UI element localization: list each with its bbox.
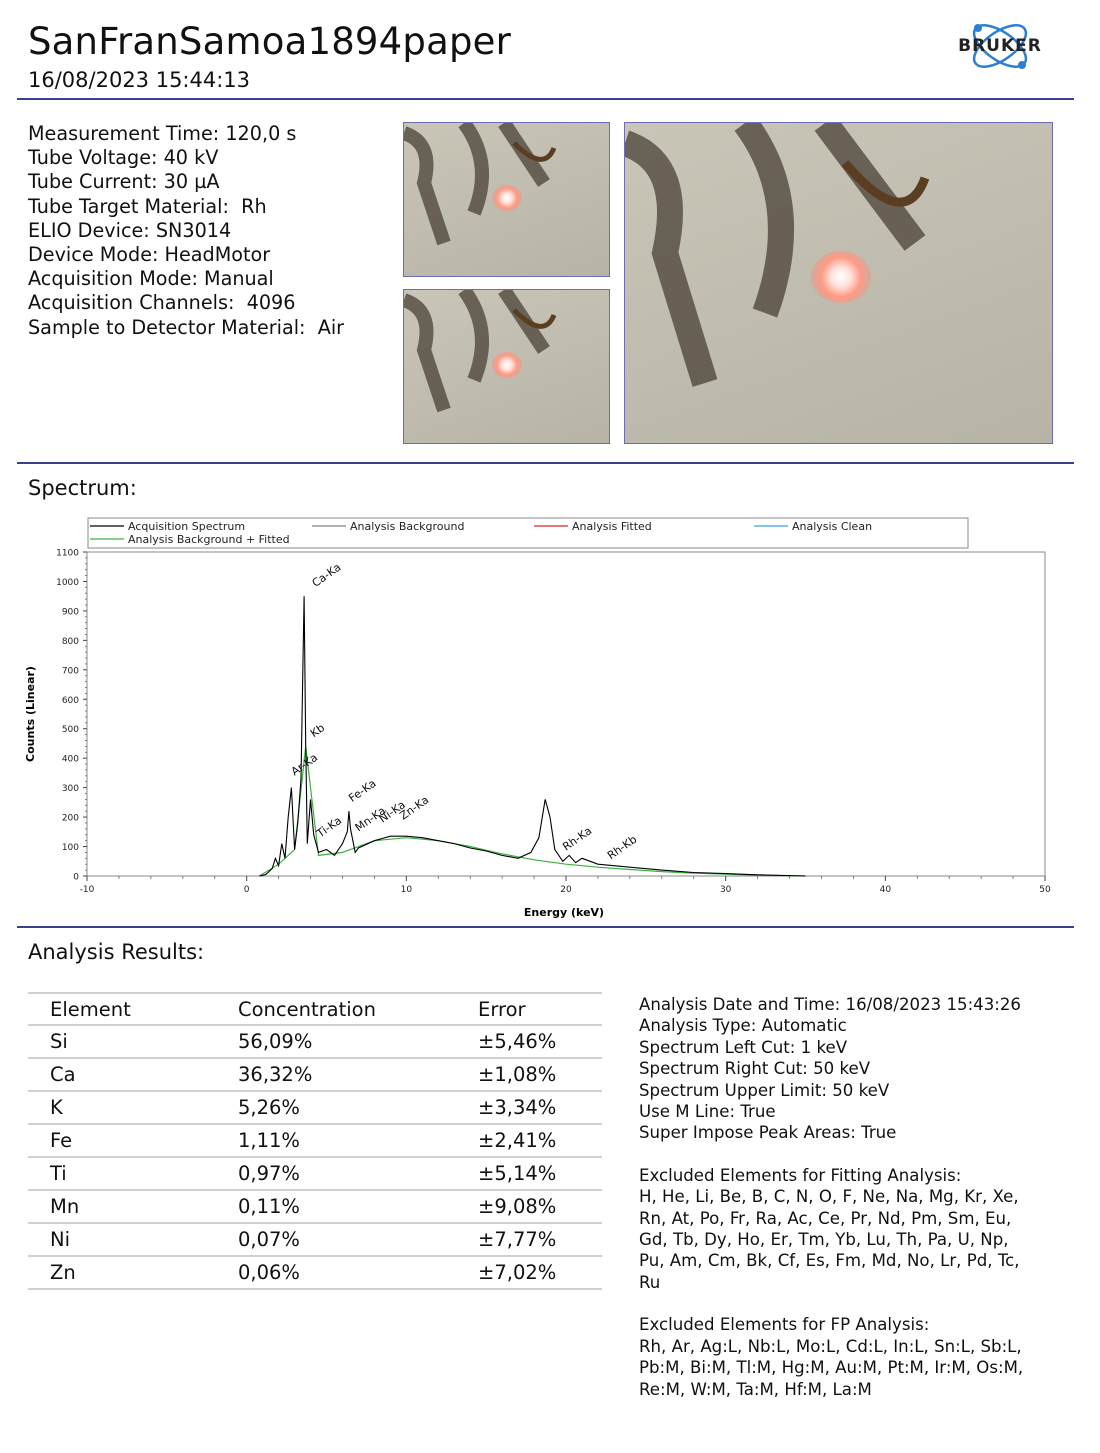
plot-area bbox=[87, 552, 1045, 876]
y-tick-label: 900 bbox=[61, 607, 79, 618]
super-impose-peak-areas: Super Impose Peak Areas: True bbox=[639, 1123, 897, 1143]
spectrum-left-cut: Spectrum Left Cut: 1 keV bbox=[639, 1037, 848, 1057]
spectrum-upper-limit: Spectrum Upper Limit: 50 keV bbox=[639, 1080, 890, 1100]
header-element: Element bbox=[28, 993, 238, 1025]
cell-concentration: 0,07% bbox=[238, 1223, 478, 1256]
cell-error: ±5,46% bbox=[478, 1025, 602, 1058]
peak-label: Ar-Ka bbox=[288, 750, 321, 779]
report-title: SanFranSamoa1894paper bbox=[28, 20, 512, 63]
spectrum-heading: Spectrum: bbox=[28, 476, 137, 500]
tube-voltage: Tube Voltage: 40 kV bbox=[28, 146, 219, 170]
cell-concentration: 56,09% bbox=[238, 1025, 478, 1058]
report-datetime: 16/08/2023 15:44:13 bbox=[28, 68, 251, 92]
measurement-info bbox=[28, 122, 344, 340]
cell-error: ±3,34% bbox=[478, 1091, 602, 1124]
results-table bbox=[28, 992, 602, 1290]
acquisition-channels: Acquisition Channels: 4096 bbox=[28, 291, 296, 315]
cell-error: ±7,02% bbox=[478, 1256, 602, 1289]
x-axis-label: Energy (keV) bbox=[523, 906, 605, 919]
tube-target-material: Tube Target Material: Rh bbox=[28, 194, 267, 218]
y-tick-label: 600 bbox=[61, 695, 79, 706]
cell-concentration: 0,06% bbox=[238, 1256, 478, 1289]
x-tick-label: 30 bbox=[719, 885, 732, 895]
table-header-row bbox=[28, 993, 602, 1025]
peak-label: Fe-Ka bbox=[346, 776, 379, 805]
use-m-line: Use M Line: True bbox=[639, 1102, 776, 1122]
x-tick-label: 20 bbox=[560, 885, 572, 895]
cell-concentration: 5,26% bbox=[238, 1091, 478, 1124]
excluded-fp-line: Re:M, W:M, Ta:M, Hf:M, La:M bbox=[639, 1379, 872, 1399]
cell-error: ±1,08% bbox=[478, 1058, 602, 1091]
measurement-time: Measurement Time: 120,0 s bbox=[28, 122, 297, 145]
spectrum-right-cut: Spectrum Right Cut: 50 keV bbox=[639, 1059, 871, 1079]
cell-error: ±5,14% bbox=[478, 1157, 602, 1190]
excluded-fitting-line: Ru bbox=[639, 1272, 661, 1292]
excluded-fitting-line: H, He, Li, Be, B, C, N, O, F, Ne, Na, Mg, Kr, Xe, bbox=[639, 1187, 1019, 1207]
y-tick-label: 200 bbox=[61, 813, 79, 824]
sample-detector-material: Sample to Detector Material: Air bbox=[28, 315, 345, 339]
table-row bbox=[28, 1025, 602, 1058]
sample-photo-1 bbox=[403, 122, 610, 277]
y-tick-label: 0 bbox=[73, 872, 79, 883]
legend-label: Analysis Background + Fitted bbox=[128, 533, 290, 546]
table-row bbox=[28, 1157, 602, 1190]
cell-element: Ti bbox=[28, 1157, 238, 1190]
table-row bbox=[28, 1256, 602, 1289]
y-tick-label: 300 bbox=[61, 784, 79, 795]
bruker-logo bbox=[934, 10, 1066, 80]
x-tick-label: 50 bbox=[1039, 885, 1051, 895]
cell-element: Fe bbox=[28, 1124, 238, 1157]
cell-element: Ca bbox=[28, 1058, 238, 1091]
table-row bbox=[28, 1124, 602, 1157]
excluded-fp-line: Pb:M, Bi:M, Tl:M, Hg:M, Au:M, Pt:M, Ir:M, Os:M, bbox=[639, 1358, 1024, 1378]
x-tick-label: 40 bbox=[879, 885, 892, 895]
peak-label: Ni-Ka bbox=[376, 798, 408, 826]
laser-spot bbox=[492, 352, 522, 378]
header-divider bbox=[17, 98, 1074, 100]
x-tick-label: -10 bbox=[79, 885, 95, 895]
x-axis bbox=[80, 876, 1051, 895]
x-tick-label: 10 bbox=[400, 885, 413, 895]
results-heading: Analysis Results: bbox=[28, 940, 205, 964]
bruker-logo-text: BRUKER bbox=[958, 36, 1042, 56]
cell-element: Zn bbox=[28, 1256, 238, 1289]
header-error: Error bbox=[478, 993, 602, 1025]
cell-element: K bbox=[28, 1091, 238, 1124]
cell-element: Ni bbox=[28, 1223, 238, 1256]
cell-error: ±7,77% bbox=[478, 1223, 602, 1256]
analysis-type: Analysis Type: Automatic bbox=[639, 1016, 847, 1036]
table-row bbox=[28, 1058, 602, 1091]
photos-divider bbox=[17, 462, 1074, 464]
peak-label: Ti-Ka bbox=[314, 813, 345, 841]
y-axis bbox=[56, 549, 87, 883]
excluded-fp-title: Excluded Elements for FP Analysis: bbox=[639, 1315, 930, 1335]
y-tick-label: 700 bbox=[61, 666, 79, 677]
x-tick-label: 0 bbox=[243, 885, 250, 895]
peak-label: Rh-Ka bbox=[560, 824, 595, 854]
table-row bbox=[28, 1190, 602, 1223]
excluded-fitting-line: Rn, At, Po, Fr, Ra, Ac, Ce, Pr, Nd, Pm, Sm, Eu, bbox=[639, 1208, 1012, 1228]
y-tick-label: 500 bbox=[61, 725, 79, 736]
legend-label: Analysis Fitted bbox=[572, 520, 652, 533]
peak-label: Kb bbox=[307, 721, 328, 741]
spectrum-divider bbox=[17, 926, 1074, 928]
y-tick-label: 1100 bbox=[56, 548, 79, 559]
cell-error: ±2,41% bbox=[478, 1124, 602, 1157]
sample-photo-2 bbox=[403, 289, 610, 444]
excluded-fitting-line: Pu, Am, Cm, Bk, Cf, Es, Fm, Md, No, Lr, Pd, Tc, bbox=[639, 1251, 1020, 1271]
excluded-fp-line: Rh, Ar, Ag:L, Nb:L, Mo:L, Cd:L, In:L, Sn:L, Sb:L, bbox=[639, 1336, 1022, 1356]
elio-device: ELIO Device: SN3014 bbox=[28, 218, 232, 242]
peak-label: Zn-Ka bbox=[397, 793, 432, 823]
table-row bbox=[28, 1091, 602, 1124]
device-mode: Device Mode: HeadMotor bbox=[28, 243, 271, 267]
acquisition-mode: Acquisition Mode: Manual bbox=[28, 267, 274, 291]
legend-label: Acquisition Spectrum bbox=[128, 520, 246, 533]
analysis-date: Analysis Date and Time: 16/08/2023 15:43:26 bbox=[639, 995, 1021, 1014]
spectrum-chart bbox=[20, 514, 1080, 924]
peak-label: Rh-Kb bbox=[604, 832, 640, 863]
laser-spot bbox=[492, 185, 522, 211]
cell-element: Si bbox=[28, 1025, 238, 1058]
table-row bbox=[28, 1223, 602, 1256]
excluded-fitting-title: Excluded Elements for Fitting Analysis: bbox=[639, 1165, 962, 1185]
cell-concentration: 0,97% bbox=[238, 1157, 478, 1190]
header-concentration: Concentration bbox=[238, 993, 478, 1025]
y-tick-label: 800 bbox=[61, 636, 79, 647]
excluded-fitting-line: Gd, Tb, Dy, Ho, Er, Tm, Yb, Lu, Th, Pa, U, Np, bbox=[639, 1230, 1009, 1250]
laser-spot bbox=[811, 251, 871, 303]
y-axis-label: Counts (Linear) bbox=[24, 666, 37, 762]
cell-error: ±9,08% bbox=[478, 1190, 602, 1223]
analysis-info bbox=[639, 994, 1079, 1400]
legend-label: Analysis Background bbox=[350, 520, 465, 533]
peak-label: Mn-Ka bbox=[352, 804, 389, 835]
cell-concentration: 36,32% bbox=[238, 1058, 478, 1091]
tube-current: Tube Current: 30 µA bbox=[28, 170, 220, 194]
y-tick-label: 1000 bbox=[56, 577, 79, 588]
cell-concentration: 0,11% bbox=[238, 1190, 478, 1223]
cell-element: Mn bbox=[28, 1190, 238, 1223]
peak-label: Ca-Ka bbox=[309, 560, 344, 590]
y-tick-label: 100 bbox=[61, 843, 79, 854]
legend-label: Analysis Clean bbox=[792, 520, 873, 533]
cell-concentration: 1,11% bbox=[238, 1124, 478, 1157]
sample-photo-large bbox=[624, 122, 1053, 444]
y-tick-label: 400 bbox=[61, 754, 79, 765]
